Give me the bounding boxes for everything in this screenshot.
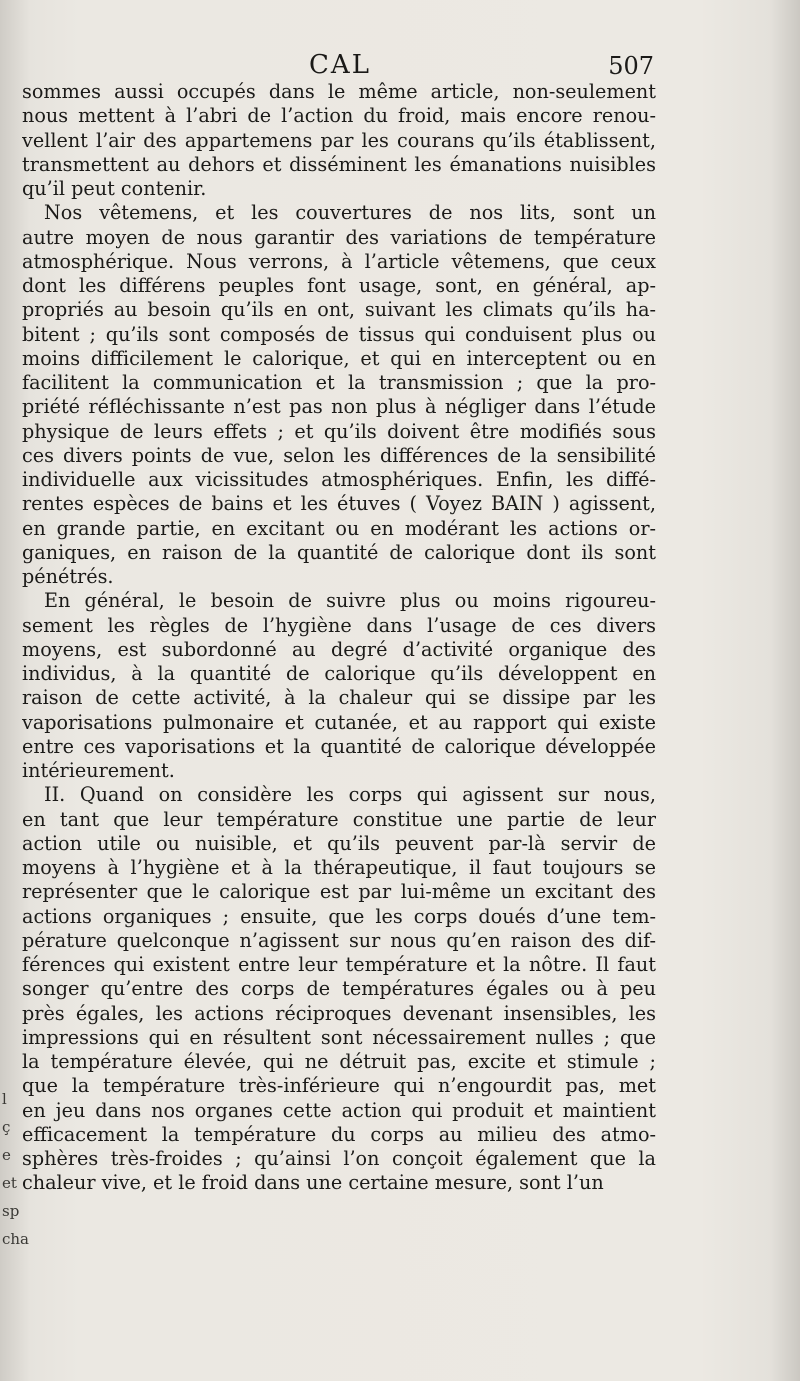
text-line: sphères très-froides ; qu’ainsi l’on conçoit également que la [22,1147,656,1170]
text-line: songer qu’entre des corps de températures égales ou à peu [22,977,656,1001]
text-line: près égales, les actions réciproques devenant insensibles, les [22,1001,656,1025]
text-line: sommes aussi occupés dans le même article, non-seulement [22,80,656,103]
text-line: physique de leurs effets ; et qu’ils doivent être modifiés sous [22,419,656,443]
text-line: chaleur vive, et le froid dans une certaine mesure, sont l’un [22,1171,604,1195]
text-line: moyens à l’hygiène et à la thérapeutique, il faut toujours se [22,856,656,879]
text-line: raison de cette activité, à la chaleur qui se dissipe par les [22,686,656,710]
paragraph [22,80,656,201]
text-line: priété réfléchissante n’est pas non plus à négliger dans l’étude [22,395,656,419]
paragraph [22,783,656,1195]
text-line: ganiques, en raison de la quantité de calorique dont ils sont [22,540,656,564]
text-line: Nos vêtemens, et les couvertures de nos lits, sont un [44,201,656,225]
text-line: autre moyen de nous garantir des variations de température [22,225,656,249]
paragraph [22,201,656,589]
text-line: intérieurement. [22,759,175,782]
text-line: En général, le besoin de suivre plus ou moins rigoureu- [44,589,656,613]
text-line: pénétrés. [22,565,114,588]
margin-fragment: e [2,1146,11,1164]
text-line: qu’il peut contenir. [22,177,207,200]
page-number: 507 [608,52,654,80]
text-line: nous mettent à l’abri de l’action du froid, mais encore renou- [22,104,656,128]
body-text [22,80,656,1196]
text-line: en grande partie, en excitant ou en modérant les actions or- [22,516,656,540]
text-line: en tant que leur température constitue une partie de leur [22,807,656,831]
text-line: II. Quand on considère les corps qui agissent sur nous, [44,783,656,807]
text-line: bitent ; qu’ils sont composés de tissus qui conduisent plus ou [22,322,656,346]
facing-page-fragments [2,1085,30,1253]
margin-fragment: sp [2,1202,20,1220]
text-line: moyens, est subordonné au degré d’activité organique des [22,637,656,661]
text-line: impressions qui en résultent sont nécessairement nulles ; que [22,1025,656,1049]
text-line: représenter que le calorique est par lui-même un excitant des [22,880,656,904]
margin-fragment: ç [2,1118,11,1136]
text-line: que la température très-inférieure qui n’engourdit pas, met [22,1074,656,1098]
margin-fragment: cha [2,1230,30,1248]
text-line: sement les règles de l’hygiène dans l’usage de ces divers [22,613,656,637]
text-line: en jeu dans nos organes cette action qui produit et maintient [22,1098,656,1122]
text-line: entre ces vaporisations et la quantité de calorique développée [22,734,656,758]
margin-fragment: et [2,1174,17,1192]
margin-fragment: l [2,1090,7,1108]
text-line: individuelle aux vicissitudes atmosphériques. Enfin, les diffé- [22,468,656,491]
paragraph [22,589,656,783]
text-line: propriés au besoin qu’ils en ont, suivant les climats qu’ils ha- [22,298,656,322]
text-line: transmettent au dehors et disséminent les émanations nuisibles [22,152,656,176]
text-line: vellent l’air des appartemens par les courans qu’ils établissent, [22,128,656,152]
text-line: férences qui existent entre leur température et la nôtre. Il faut [22,953,656,976]
text-line: la température élevée, qui ne détruit pas, excite et stimule ; [22,1050,656,1073]
text-line: atmosphérique. Nous verrons, à l’article vêtemens, que ceux [22,249,656,273]
text-line: rentes espèces de bains et les étuves ( Voyez BAIN ) agissent, [22,492,656,516]
text-line: moins difficilement le calorique, et qui en interceptent ou en [22,346,656,370]
text-line: actions organiques ; ensuite, que les corps doués d’une tem- [22,904,656,928]
text-line: individus, à la quantité de calorique qu’ils développent en [22,662,656,685]
text-line: vaporisations pulmonaire et cutanée, et au rapport qui existe [22,710,656,734]
text-line: ces divers points de vue, selon les différences de la sensibilité [22,443,656,467]
text-line: pérature quelconque n’agissent sur nous qu’en raison des dif- [22,928,656,952]
text-line: dont les différens peuples font usage, sont, en général, ap- [22,274,656,297]
text-line: action utile ou nuisible, et qu’ils peuvent par-là servir de [22,831,656,855]
text-line: efficacement la température du corps au milieu des atmo- [22,1122,656,1146]
text-line: facilitent la communication et la transmission ; que la pro- [22,371,656,394]
running-head: CAL [309,50,371,80]
